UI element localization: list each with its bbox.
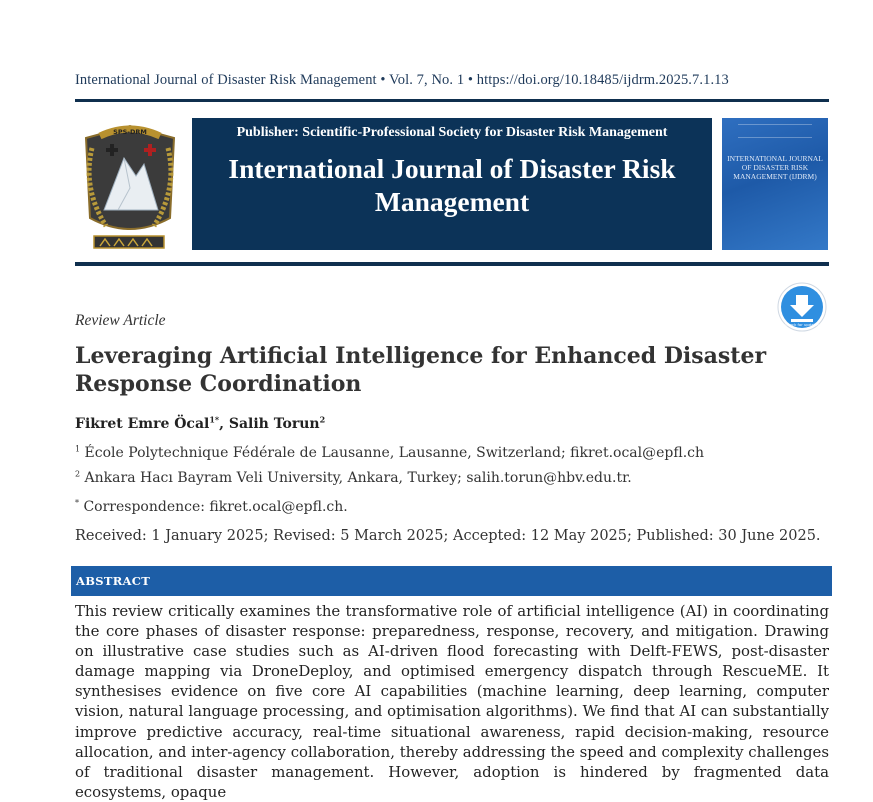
correspondence-text: Correspondence: fikret.ocal@epfl.ch. [83,499,348,515]
cover-decoration [738,124,812,138]
author-name: Salih Torun [228,416,320,432]
check-for-updates-icon[interactable] [777,282,827,332]
affiliation-1 [75,445,704,461]
check-for-updates-label: Check for updates [784,322,820,327]
affiliation-text: École Polytechnique Fédérale de Lausanne, Lausanne, Switzerland; fikret.ocal@epfl.ch [84,445,705,461]
author-name: Fikret Emre Öcal [75,416,210,432]
abstract-heading-bar [71,566,832,596]
society-logo [78,118,181,252]
header-rule [75,99,829,102]
affiliation-superscript: 2 [75,469,81,479]
logo-text: SPS-DRM [113,128,147,136]
affiliation-2 [75,470,632,486]
publisher-line: Publisher: Scientific-Professional Society for Disaster Risk Management [236,125,668,140]
header-rule-bottom [75,262,829,266]
affiliation-superscript: 1 [75,444,81,454]
affiliation-text: Ankara Hacı Bayram Veli University, Ankara, Turkey; salih.torun@hbv.edu.tr. [84,470,632,486]
journal-cover [722,118,828,250]
author-separator: , [219,416,229,432]
abstract-text: This review critically examines the transformative role of artificial intelligence (AI) in coordinating the core phases of disaster response: preparedness, response, recovery, and mitigation. Drawing on illustrative case studies such as AI-driven flood forecasting with Delft-FEWS, post-disaster damage mapping via DroneDeploy, and optimised emergency dispatch through RescueME. It synthesises evidence on five core AI capabilities (machine learning, deep learning, computer vision, natural language processing, and optimisation algorithms). We find that AI can substantially improve predictive accuracy, real-time situational awareness, rapid decision-making, resource allocation, and inter-agency collaboration, thereby addressing the speed and complexity challenges of traditional disaster management. However, adoption is hindered by fragmented data ecosystems, opaque [75,602,829,801]
correspondence [75,499,348,515]
abstract-heading: ABSTRACT [76,574,151,588]
article-title: Leveraging Artificial Intelligence for Enhanced Disaster Response Coordination [75,343,767,397]
author-list [75,416,325,432]
correspondence-superscript: * [75,498,79,508]
journal-banner [192,118,712,250]
journal-title: International Journal of Disaster Risk Management [228,153,676,217]
publication-dates: Received: 1 January 2025; Revised: 5 March 2025; Accepted: 12 May 2025; Published: 30 June 2025. [75,528,821,544]
article-type: Review Article [75,312,166,329]
author-superscript: 2 [319,414,326,425]
running-head: International Journal of Disaster Risk Management • Vol. 7, No. 1 • https://doi.org/10.18485/ijdrm.2025.7.1.13 [75,72,729,88]
author-superscript: 1* [209,414,220,425]
cover-title: INTERNATIONAL JOURNAL OF DISASTER RISK MANAGEMENT (IJDRM) [727,154,823,181]
